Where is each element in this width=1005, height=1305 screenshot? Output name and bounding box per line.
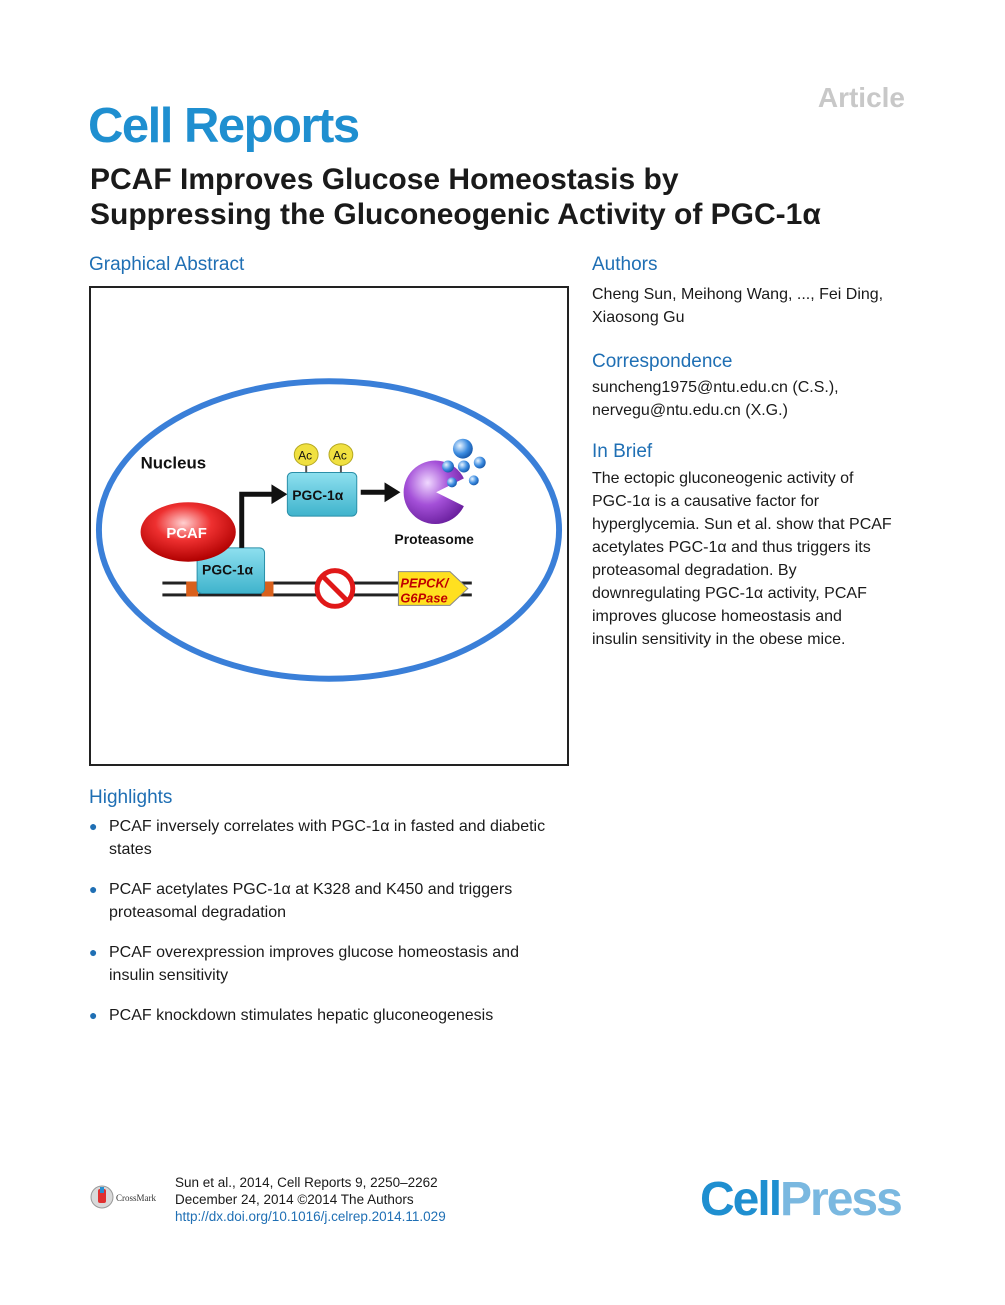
in-brief-line: acetylates PGC-1α and thus triggers its <box>592 539 871 556</box>
in-brief-line: improves glucose homeostasis and <box>592 608 842 625</box>
crossmark-badge[interactable] <box>90 1184 170 1210</box>
fragment-1 <box>453 439 473 459</box>
nucleus-label: Nucleus <box>140 453 207 473</box>
in-brief-line: proteasomal degradation. By <box>592 562 797 579</box>
graphical-abstract-svg <box>91 288 567 764</box>
citation-line: Sun et al., 2014, Cell Reports 9, 2250–2262 <box>175 1175 438 1190</box>
journal-logo: Cell Reports <box>88 99 359 153</box>
cellpress-logo[interactable]: CellPress <box>700 1173 901 1226</box>
inhibition-icon <box>317 571 353 607</box>
highlights-list <box>89 815 579 1044</box>
highlight-item: ● PCAF inversely correlates with PGC-1α in fasted and diabetic states <box>89 815 579 861</box>
article-title <box>90 162 950 232</box>
authors-list <box>592 283 922 329</box>
bullet-icon: ● <box>89 818 98 834</box>
fragment-6 <box>469 475 479 485</box>
title-line-1: PCAF Improves Glucose Homeostasis by <box>90 163 679 196</box>
pgc-acetylated-label: PGC-1α <box>292 487 344 504</box>
in-brief-line: The ectopic gluconeogenic activity of <box>592 470 854 487</box>
gene-label-2: G6Pase <box>400 590 448 606</box>
publication-date: December 24, 2014 ©2014 The Authors <box>175 1192 414 1207</box>
doi-link[interactable]: http://dx.doi.org/10.1016/j.celrep.2014.11.029 <box>175 1209 446 1224</box>
graphical-abstract-figure <box>89 286 569 766</box>
highlights-heading: Highlights <box>89 787 173 808</box>
crossmark-label: CrossMark <box>116 1193 156 1203</box>
pgc-bound-label: PGC-1α <box>202 561 254 578</box>
in-brief-heading: In Brief <box>592 441 653 462</box>
bullet-icon: ● <box>89 881 98 897</box>
fragment-3 <box>458 461 470 473</box>
bullet-icon: ● <box>89 1007 98 1023</box>
in-brief-line: hyperglycemia. Sun et al. show that PCAF <box>592 516 892 533</box>
article-type-label: Article <box>817 82 905 113</box>
authors-line-1: Cheng Sun, Meihong Wang, ..., Fei Ding, <box>592 286 884 303</box>
graphical-abstract-heading: Graphical Abstract <box>89 254 245 275</box>
fragment-4 <box>474 457 486 469</box>
fragment-5 <box>447 477 457 487</box>
acetyl-label-2: Ac <box>332 448 347 463</box>
correspondence-list <box>592 376 922 422</box>
in-brief-line: PGC-1α is a causative factor for <box>592 493 820 510</box>
citation-block <box>175 1174 446 1225</box>
bullet-icon: ● <box>89 944 98 960</box>
highlight-item: ● PCAF overexpression improves glucose homeostasis and insulin sensitivity <box>89 941 579 987</box>
correspondence-email-2[interactable]: nervegu@ntu.edu.cn (X.G.) <box>592 402 788 419</box>
dna-binding-site-1 <box>186 582 198 597</box>
gene-label-1: PEPCK/ <box>400 575 449 591</box>
in-brief-text <box>592 467 922 651</box>
acetyl-label-1: Ac <box>298 448 313 463</box>
correspondence-email-1[interactable]: suncheng1975@ntu.edu.cn (C.S.), <box>592 379 839 396</box>
highlight-item: ● PCAF acetylates PGC-1α at K328 and K450 and triggers proteasomal degradation <box>89 878 579 924</box>
proteasome-label: Proteasome <box>394 530 474 547</box>
authors-heading: Authors <box>592 254 658 275</box>
crossmark-icon <box>90 1184 170 1210</box>
highlight-item: ● PCAF knockdown stimulates hepatic gluconeogenesis <box>89 1004 579 1027</box>
pcaf-label: PCAF <box>166 525 207 542</box>
in-brief-line: downregulating PGC-1α activity, PCAF <box>592 585 867 602</box>
authors-line-2: Xiaosong Gu <box>592 309 685 326</box>
correspondence-heading: Correspondence <box>592 351 733 372</box>
fragment-2 <box>442 461 454 473</box>
in-brief-line: insulin sensitivity in the obese mice. <box>592 631 846 648</box>
title-line-2: Suppressing the Gluconeogenic Activity of PGC-1α <box>90 198 821 231</box>
